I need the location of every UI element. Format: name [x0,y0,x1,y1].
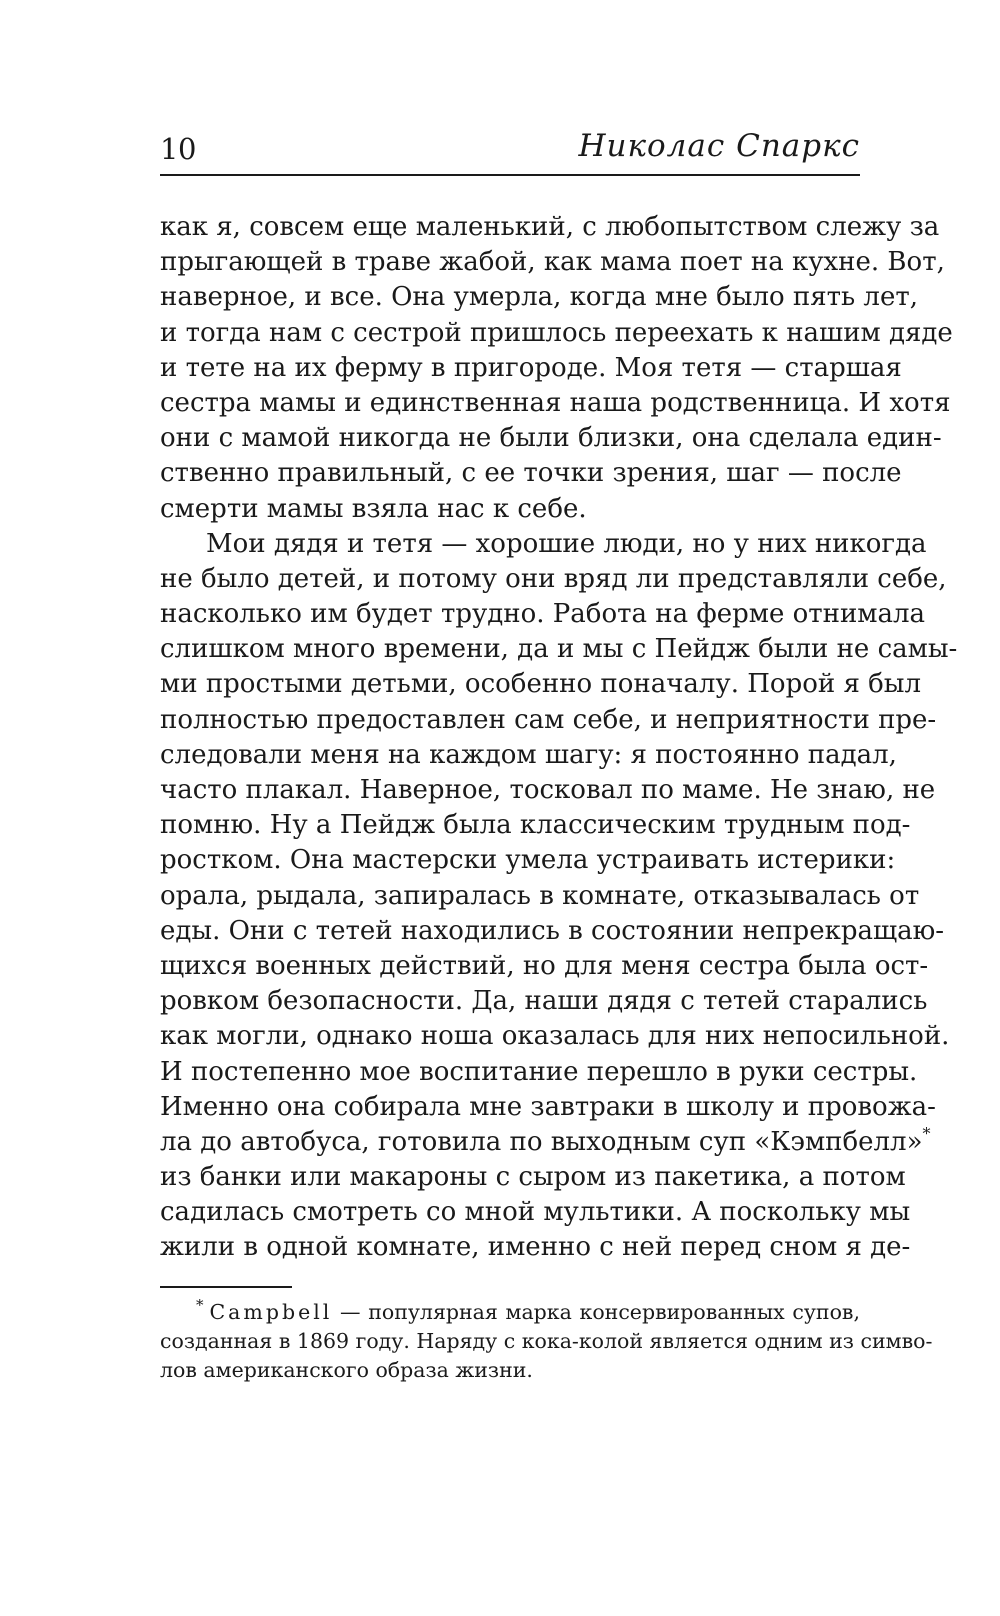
footnote-mark: * [196,1296,204,1314]
footnote-rule [160,1286,292,1288]
text-line-content: ла до автобуса, готовила по выходным суп «Кэмпбелл» [160,1126,923,1157]
footnote-reference: * [922,1123,931,1143]
text-line: ственно правильный, с ее точки зрения, шаг — после [160,458,902,489]
text-line: Именно она собирала мне завтраки в школу и провожа- [160,1091,936,1122]
header-rule [160,174,860,176]
text-line: помню. Ну а Пейдж была классическим трудным под- [160,810,911,841]
text-line: не было детей, и потому они вряд ли представляли себе, [160,563,947,594]
text-line: следовали меня на каждом шагу: я постоянно падал, [160,739,897,770]
text-line: слишком много времени, да и мы с Пейдж были не самы- [160,634,958,665]
text-line: как я, совсем еще маленький, с любопытством слежу за [160,212,940,242]
page-number: 10 [160,132,196,166]
body-text [160,210,958,1266]
text-line: насколько им будет трудно. Работа на ферме отнимала [160,599,926,630]
footnote [160,1296,933,1385]
paragraph-start-line: Мои дядя и тетя — хорошие люди, но у них никогда [206,528,927,559]
text-line: наверное, и все. Она умерла, когда мне было пять лет, [160,282,918,313]
text-line-with-footnote-ref [160,1123,931,1160]
text-line: и тогда нам с сестрой пришлось переехать к нашим дяде [160,317,953,348]
text-line: полностью предоставлен сам себе, и неприятности пре- [160,704,937,735]
text-line: ростком. Она мастерски умела устраивать истерики: [160,845,896,876]
text-line: ми простыми детьми, особенно поначалу. Порой я был [160,669,921,700]
page-header [160,126,860,172]
text-line: садилась смотреть со мной мультики. А поскольку мы [160,1197,911,1228]
text-line: смерти мамы взяла нас к себе. [160,493,587,524]
text-line: и тете на их ферму в пригороде. Моя тетя — старшая [160,352,902,383]
text-line: щихся военных действий, но для меня сестра была ост- [160,950,929,981]
text-line: И постепенно мое воспитание перешло в руки сестры. [160,1056,918,1087]
footnote-line: созданная в 1869 году. Наряду с кока-колой является одним из симво- [160,1329,933,1353]
text-line: прыгающей в траве жабой, как мама поет на кухне. Вот, [160,247,945,278]
text-line: часто плакал. Наверное, тосковал по маме. Не знаю, не [160,775,936,805]
text-line: еды. Они с тетей находились в состоянии непрекращаю- [160,915,945,946]
footnote-line: лов американского образа жизни. [160,1358,533,1382]
footnote-line [160,1298,860,1327]
text-line: они с мамой никогда не были близки, она сделала един- [160,423,942,454]
footnote-term: Campbell [209,1300,333,1324]
running-head-author: Николас Спаркс [578,128,860,164]
text-line: из банки или макароны с сыром из пакетика, а потом [160,1162,906,1193]
text-line: ровком безопасности. Да, наши дядя с тетей старались [160,986,928,1017]
text-line: как могли, однако ноша оказалась для них непосильной. [160,1021,950,1052]
footnote-text: — популярная марка консервированных супов, [332,1300,860,1324]
text-line: сестра мамы и единственная наша родственница. И хотя [160,387,951,418]
text-line: жили в одной комнате, именно с ней перед сном я де- [160,1232,911,1263]
text-line: орала, рыдала, запиралась в комнате, отказывалась от [160,880,920,911]
